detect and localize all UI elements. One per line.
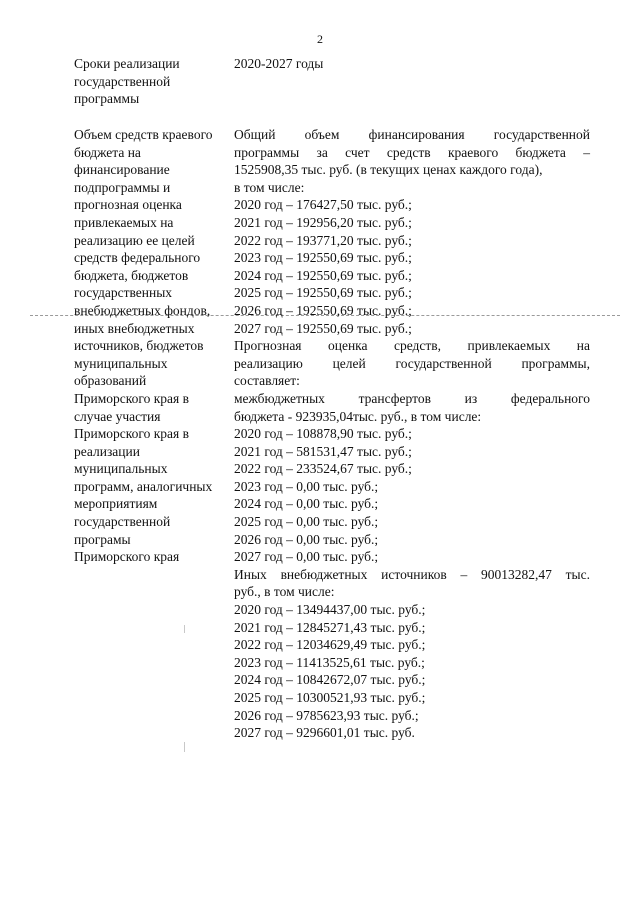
federal-intro-line: бюджета - 923935,04тыс. руб., в том числе: [234,408,482,424]
funding-label-line: бюджета, бюджетов [74,267,189,283]
funding-label-line: Приморского края в [74,390,189,406]
funding-label-line: внебюджетных фондов, [74,302,211,318]
funding-label-line: Объем средств краевого [74,127,213,142]
other-year-line: 2027 год – 9296601,01 тыс. руб. [234,725,415,741]
funding-label-line: средств федерального [74,250,201,266]
federal-year-line: 2026 год – 0,00 тыс. руб.; [234,531,379,547]
total-line: Общий объем финансирования государственной [234,127,590,142]
funding-label-line: бюджета на [74,144,141,160]
terms-label-line: Сроки реализации [74,56,180,71]
other-intro-line: руб., в том числе: [234,584,335,600]
regional-year-line: 2027 год – 192550,69 тыс. руб.; [234,320,412,336]
funding-label-line: источников, бюджетов [74,338,204,354]
funding-label-line: реализацию ее целей [74,232,195,248]
funding-label-line: Приморского края [74,549,180,565]
funding-label [74,126,232,566]
funding-label-line: реализации [74,443,140,459]
federal-year-line: 2024 год – 0,00 тыс. руб.; [234,496,379,512]
regional-year-line: 2026 год – 192550,69 тыс. руб.; [234,302,412,318]
funding-label-line: случае участия [74,408,161,424]
terms-value-line: 2020-2027 годы [234,56,324,71]
federal-year-line: 2027 год – 0,00 тыс. руб.; [234,549,379,565]
federal-year-line: 2025 год – 0,00 тыс. руб.; [234,514,379,530]
regional-year-line: 2025 год – 192550,69 тыс. руб.; [234,285,412,301]
other-year-line: 2025 год – 10300521,93 тыс. руб.; [234,690,426,705]
page-number: 2 [317,32,323,46]
regional-year-line: 2021 год – 192956,20 тыс. руб.; [234,214,412,230]
federal-year-line: 2022 год – 233524,67 тыс. руб.; [234,461,412,477]
other-year-line: 2026 год – 9785623,93 тыс. руб.; [234,707,419,723]
other-year-line: 2020 год – 13494437,00 тыс. руб.; [234,602,426,618]
funding-label-line: муниципальных [74,355,168,371]
regional-year-line: 2024 год – 192550,69 тыс. руб.; [234,267,412,283]
funding-label-line: програмы [74,531,131,547]
forecast-intro-line: составляет: [234,373,300,389]
regional-year-line: 2023 год – 192550,69 тыс. руб.; [234,250,412,266]
funding-label-line: образований [74,373,147,389]
funding-label-line: привлекаемых на [74,214,174,230]
funding-label-line: муниципальных [74,461,168,477]
other-year-line: 2024 год – 10842672,07 тыс. руб.; [234,672,426,688]
terms-label [74,55,232,108]
terms-label-line: программы [74,91,140,107]
federal-year-line: 2023 год – 0,00 тыс. руб.; [234,478,379,494]
funding-label-line: прогнозная оценка [74,197,182,213]
funding-label-line: финансирование [74,162,170,178]
other-intro-line: Иных внебюджетных источников – 90013282,47 тыс. [234,566,590,582]
funding-label-line: государственных [74,285,173,301]
federal-year-line: 2021 год – 581531,47 тыс. руб.; [234,443,412,459]
other-year-line: 2021 год – 12845271,43 тыс. руб.; [234,619,426,635]
terms-label-line: государственной [74,73,171,89]
funding-label-line: иных внебюджетных [74,320,195,336]
funding-label-line: программ, аналогичных [74,478,213,494]
total-line: программы за счет средств краевого бюджета – [234,144,590,160]
scan-mark [184,742,185,752]
terms-value [234,55,590,73]
federal-intro-line: межбюджетных трансфертов из федерального [234,390,590,406]
scan-mark [184,625,185,633]
other-year-line: 2022 год – 12034629,49 тыс. руб.; [234,637,426,653]
federal-year-line: 2020 год – 108878,90 тыс. руб.; [234,426,412,442]
forecast-intro-line: реализацию целей государственной программы, [234,355,590,371]
funding-label-line: подпрограммы и [74,179,171,195]
funding-label-line: Приморского края в [74,426,189,442]
funding-value [234,126,590,742]
funding-label-line: мероприятиям [74,496,158,512]
forecast-intro-line: Прогнозная оценка средств, привлекаемых на [234,338,590,354]
regional-year-line: 2022 год – 193771,20 тыс. руб.; [234,232,412,248]
other-year-line: 2023 год – 11413525,61 тыс. руб.; [234,654,425,670]
regional-year-line: 2020 год – 176427,50 тыс. руб.; [234,197,412,213]
funding-label-line: государственной [74,514,171,530]
total-line: 1525908,35 тыс. руб. (в текущих ценах каждого года), [234,162,543,178]
total-line: в том числе: [234,179,305,195]
